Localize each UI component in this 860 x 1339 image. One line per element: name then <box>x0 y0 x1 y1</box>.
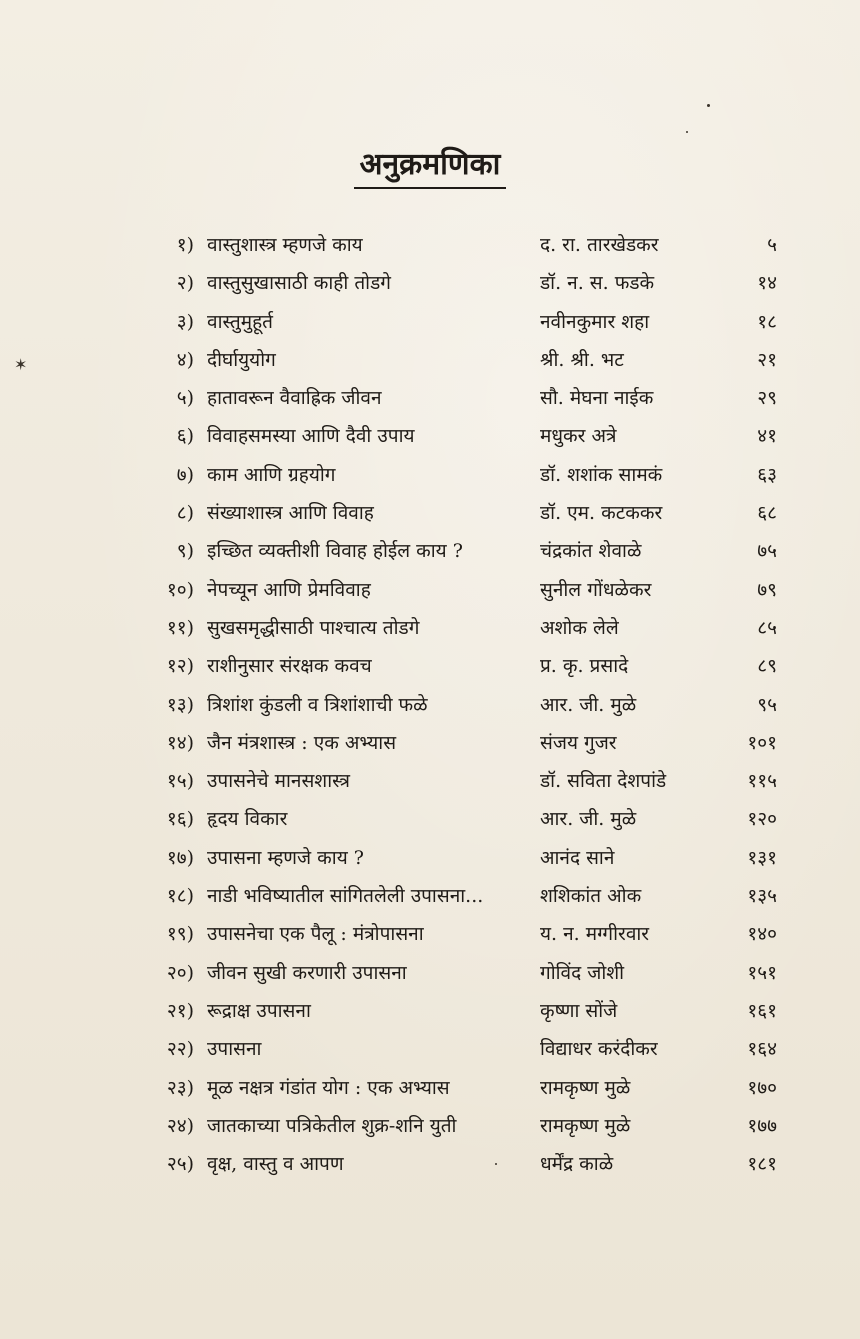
toc-entry-page: १८१ <box>747 1153 777 1176</box>
toc-entry-title: त्रिशांश कुंडली व त्रिशांशाची फळे <box>207 693 428 716</box>
toc-entry-page: १३५ <box>747 885 777 908</box>
toc-row <box>0 226 860 264</box>
toc-entry-title: वास्तुसुखासाठी काही तोडगे <box>207 272 391 295</box>
paper-speck-icon <box>707 104 710 107</box>
toc-entry-page: ८९ <box>757 655 777 678</box>
toc-entry-author: सुनील गोंधळेकर <box>540 578 652 601</box>
toc-entry-page: ७९ <box>757 578 777 601</box>
toc-entry-number: २५) <box>166 1153 194 1176</box>
toc-entry-page: ६३ <box>757 463 777 486</box>
toc-entry-page: ११५ <box>747 770 777 793</box>
toc-entry-title: रूद्राक्ष उपासना <box>207 999 311 1022</box>
toc-entry-author: आर. जी. मुळे <box>540 693 637 716</box>
toc-entry-title: संख्याशास्त्र आणि विवाह <box>207 502 374 525</box>
toc-entry-number: १०) <box>166 578 194 601</box>
toc-row <box>0 417 860 455</box>
toc-entry-title: उपासना <box>207 1038 262 1061</box>
toc-row <box>0 303 860 341</box>
toc-entry-author: डॉ. शशांक सामकं <box>540 463 663 486</box>
toc-entry-page: १६४ <box>747 1038 777 1061</box>
toc-entry-page: १५१ <box>747 961 777 984</box>
toc-entry-author: आनंद साने <box>540 846 615 869</box>
toc-row <box>0 379 860 417</box>
toc-entry-page: ९५ <box>757 693 777 716</box>
toc-entry-number: ९) <box>176 540 194 563</box>
toc-row <box>0 647 860 685</box>
toc-row <box>0 724 860 762</box>
toc-entry-number: १२) <box>166 655 194 678</box>
toc-row <box>0 1145 860 1183</box>
toc-entry-page: १८ <box>757 310 777 333</box>
toc-entry-title: राशीनुसार संरक्षक कवच <box>207 655 372 678</box>
toc-entry-author: श्री. श्री. भट <box>540 348 624 371</box>
toc-entry-title: दीर्घायुयोग <box>207 348 276 371</box>
toc-entry-number: ७) <box>176 463 194 486</box>
toc-row <box>0 762 860 800</box>
toc-entry-page: १३१ <box>747 846 777 869</box>
toc-entry-number: २०) <box>166 961 194 984</box>
toc-entry-author: रामकृष्ण मुळे <box>540 1114 631 1137</box>
toc-entry-number: १६) <box>166 808 194 831</box>
toc-entry-number: २) <box>176 272 194 295</box>
page-title-text: अनुक्रमणिका <box>354 142 507 189</box>
toc-row <box>0 532 860 570</box>
toc-entry-page: ६८ <box>757 502 777 525</box>
toc-entry-number: १५) <box>166 770 194 793</box>
toc-entry-page: ७५ <box>757 540 777 563</box>
toc-entry-title: विवाहसमस्या आणि दैवी उपाय <box>207 425 415 448</box>
toc-entry-title: काम आणि ग्रहयोग <box>207 463 336 486</box>
toc-entry-author: मधुकर अत्रे <box>540 425 617 448</box>
toc-entry-author: चंद्रकांत शेवाळे <box>540 540 642 563</box>
toc-entry-author: रामकृष्ण मुळे <box>540 1076 631 1099</box>
toc-entry-title: वृक्ष, वास्तु व आपण <box>207 1153 344 1176</box>
toc-entry-title: नेपच्यून आणि प्रेमविवाह <box>207 578 371 601</box>
toc-entry-author: कृष्णा सोंजे <box>540 999 618 1022</box>
toc-entry-author: संजय गुजर <box>540 731 617 754</box>
toc-entry-number: ३) <box>176 310 194 333</box>
toc-entry-author: आर. जी. मुळे <box>540 808 637 831</box>
toc-entry-title: जातकाच्या पत्रिकेतील शुक्र-शनि युती <box>207 1114 457 1137</box>
toc-entry-page: २१ <box>757 348 777 371</box>
toc-row <box>0 341 860 379</box>
toc-row <box>0 877 860 915</box>
toc-entry-page: २९ <box>757 387 777 410</box>
toc-entry-page: १६१ <box>747 999 777 1022</box>
toc-row <box>0 264 860 302</box>
toc-entry-author: धर्मेंद्र काळे <box>540 1153 614 1176</box>
toc-row <box>0 686 860 724</box>
toc-entry-number: ४) <box>176 348 194 371</box>
toc-row <box>0 915 860 953</box>
toc-entry-page: १७७ <box>747 1114 777 1137</box>
toc-entry-title: उपासनेचा एक पैलू : मंत्रोपासना <box>207 923 424 946</box>
toc-entry-number: ८) <box>176 502 194 525</box>
toc-entry-page: १४० <box>747 923 777 946</box>
toc-entry-page: १२० <box>747 808 777 831</box>
toc-entry-author: प्र. कृ. प्रसादे <box>540 655 629 678</box>
toc-entry-author: अशोक लेले <box>540 616 619 639</box>
toc-entry-number: १७) <box>166 846 194 869</box>
toc-entry-title: वास्तुशास्त्र म्हणजे काय <box>207 234 363 256</box>
toc-entry-number: ५) <box>176 387 194 410</box>
toc-row <box>0 954 860 992</box>
toc-entry-title: हृदय विकार <box>207 808 288 831</box>
toc-entry-author: डॉ. न. स. फडके <box>540 272 655 295</box>
toc-entry-author: द. रा. तारखेडकर <box>540 234 659 256</box>
toc-entry-title: जीवन सुखी करणारी उपासना <box>207 961 407 984</box>
toc-entry-page: १०१ <box>747 731 777 754</box>
toc-entry-number: २१) <box>166 999 194 1022</box>
toc-row <box>0 609 860 647</box>
toc-entry-author: गोविंद जोशी <box>540 961 625 984</box>
toc-row <box>0 494 860 532</box>
toc-row <box>0 992 860 1030</box>
toc-row <box>0 839 860 877</box>
toc-entry-title: इच्छित व्यक्तीशी विवाह होईल काय ? <box>207 540 463 563</box>
toc-row <box>0 800 860 838</box>
toc-entry-author: सौ. मेघना नाईक <box>540 387 654 410</box>
toc-entry-page: १७० <box>747 1076 777 1099</box>
toc-entry-number: ११) <box>166 616 194 639</box>
toc-entry-author: डॉ. सविता देशपांडे <box>540 770 667 793</box>
toc-entry-number: २३) <box>166 1076 194 1099</box>
toc-row <box>0 456 860 494</box>
toc-entry-number: १३) <box>166 693 194 716</box>
page-title <box>0 142 860 189</box>
toc-entry-number: २२) <box>166 1038 194 1061</box>
toc-row <box>0 1069 860 1107</box>
table-of-contents <box>0 226 860 1183</box>
toc-entry-title: जैन मंत्रशास्त्र : एक अभ्यास <box>207 731 397 754</box>
toc-entry-page: ५ <box>767 234 777 256</box>
toc-entry-title: मूळ नक्षत्र गंडांत योग : एक अभ्यास <box>207 1076 450 1099</box>
toc-entry-title: हातावरून वैवाह्रिक जीवन <box>207 387 382 410</box>
toc-entry-number: १९) <box>166 923 194 946</box>
toc-entry-author: नवीनकुमार शहा <box>540 310 650 333</box>
toc-entry-author: य. न. मग्गीरवार <box>540 923 650 946</box>
toc-entry-title: वास्तुमुहूर्त <box>207 310 273 333</box>
toc-entry-page: ८५ <box>757 616 777 639</box>
margin-speck-icon: ✶ <box>14 355 28 374</box>
toc-entry-title: सुखसमृद्धीसाठी पाश्‍चात्य तोडगे <box>207 616 420 639</box>
toc-row <box>0 1030 860 1068</box>
toc-entry-title: उपासना म्हणजे काय ? <box>207 846 364 869</box>
toc-entry-number: १) <box>176 234 194 256</box>
toc-entry-author: विद्याधर करंदीकर <box>540 1038 658 1061</box>
toc-row <box>0 1107 860 1145</box>
toc-entry-page: ४१ <box>757 425 777 448</box>
paper-speck-icon <box>686 131 688 133</box>
toc-entry-title: नाडी भविष्यातील सांगितलेली उपासना... <box>207 885 484 908</box>
toc-row <box>0 571 860 609</box>
toc-entry-author: डॉ. एम. कटककर <box>540 502 663 525</box>
toc-entry-number: १८) <box>166 885 194 908</box>
toc-entry-author: शशिकांत ओक <box>540 885 642 908</box>
toc-entry-number: ६) <box>176 425 194 448</box>
toc-entry-title: उपासनेचे मानसशास्त्र <box>207 770 351 793</box>
toc-entry-number: २४) <box>166 1114 194 1137</box>
toc-entry-page: १४ <box>757 272 777 295</box>
toc-entry-number: १४) <box>166 731 194 754</box>
